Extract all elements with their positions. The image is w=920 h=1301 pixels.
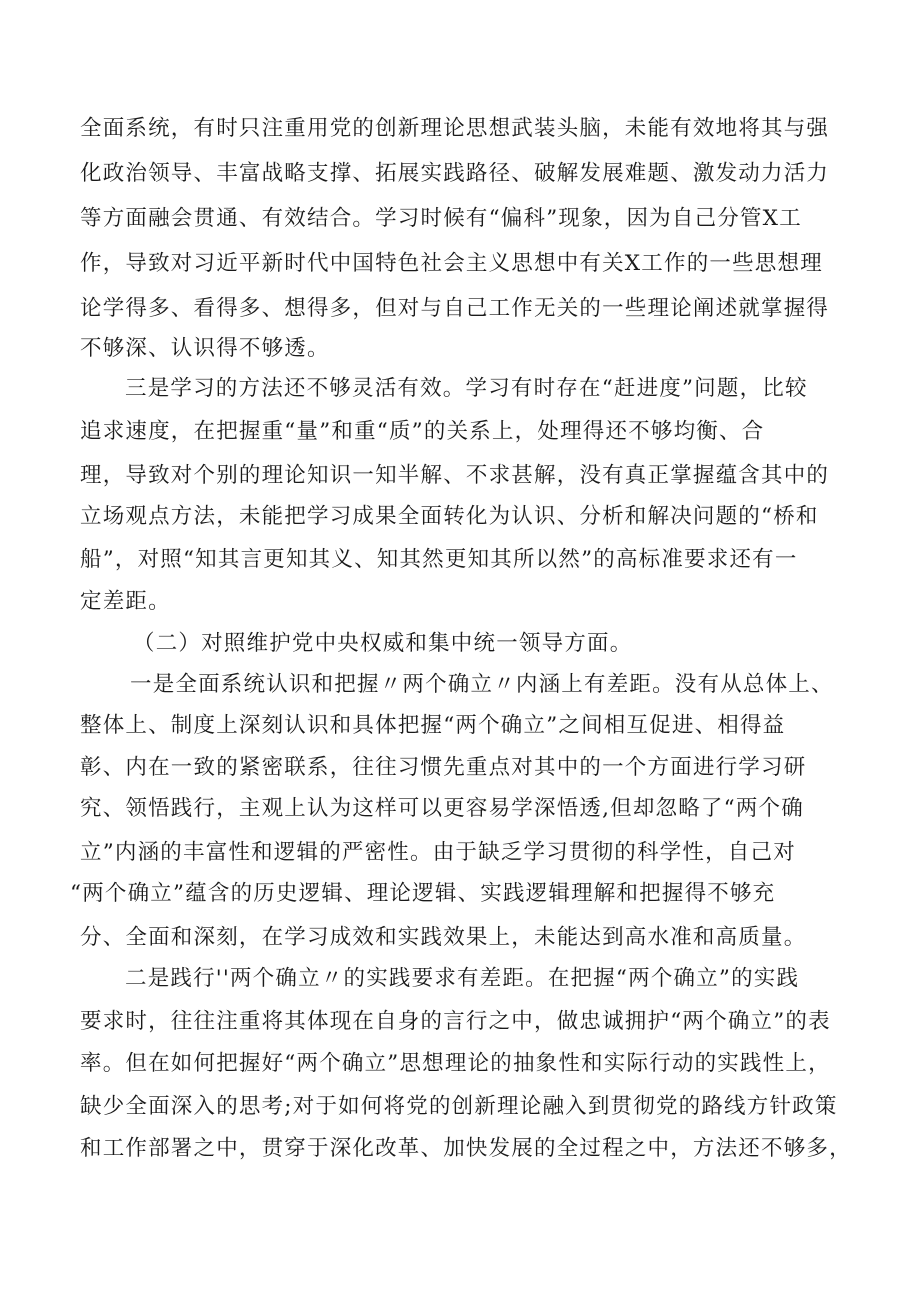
- paragraph-4-line-4: 缺少全面深入的思考;对于如何将党的创新理论融入到贯彻党的路线方针政策: [80, 1094, 838, 1119]
- paragraph-2-line-3: 理，导致对个别的理论知识一知半解、不求甚解，没有真正掌握蕴含其中的: [80, 463, 830, 488]
- paragraph-3-line-3: 彰、内在一致的紧密联系，往往习惯先重点对其中的一个方面进行学习研: [80, 755, 807, 780]
- paragraph-4-line-3: 率。但在如何把握好“两个确立”思想理论的抽象性和实际行动的实践性上，: [80, 1051, 831, 1076]
- paragraph-1-line-5: 论学得多、看得多、想得多，但对与自己工作无关的一些理论阐述就掌握得: [80, 296, 830, 321]
- paragraph-1-line-4: 作，导致对习近平新时代中国特色社会主义思想中有关X工作的一些思想理: [80, 251, 823, 276]
- paragraph-2-line-5: 船”，对照“知其言更知其义、知其然更知其所以然”的高标准要求还有一: [80, 547, 798, 572]
- paragraph-2-line-2: 追求速度，在把握重“量”和重“质”的关系上，处理得还不够均衡、合: [80, 419, 765, 444]
- paragraph-4-line-2: 要求时，往往注重将其体现在自身的言行之中，做忠诚拥护“两个确立”的表: [80, 1009, 831, 1034]
- paragraph-4-line-5: 和工作部署之中，贯穿于深化改革、加快发展的全过程之中，方法还不够多，: [80, 1136, 852, 1161]
- paragraph-1-line-3: 等方面融会贯通、有效结合。学习时候有“偏科”现象，因为自己分管X工: [80, 206, 802, 231]
- paragraph-3-line-1: 一是全面系统认识和把握〃两个确立〃内涵上有差距。没有从总体上、: [130, 672, 834, 697]
- section-heading: （二）对照维护党中央权威和集中统一领导方面。: [133, 631, 633, 656]
- paragraph-3-line-5: 立”内涵的丰富性和逻辑的严密性。由于缺乏学习贯彻的科学性，自己对: [80, 840, 796, 865]
- paragraph-1-line-6: 不够深、认识得不够透。: [80, 336, 330, 361]
- paragraph-2-line-1: 三是学习的方法还不够灵活有效。学习有时存在“赶进度”问题，比较: [125, 376, 808, 401]
- paragraph-4-line-1: 二是践行''两个确立〃的实践要求有差距。在把握“两个确立”的实践: [125, 966, 800, 991]
- paragraph-2-line-6: 定差距。: [80, 589, 171, 614]
- paragraph-3-line-4: 究、领悟践行，主观上认为这样可以更容易学深悟透,但却忽略了“两个确: [80, 796, 804, 821]
- paragraph-2-line-4: 立场观点方法，未能把学习成果全面转化为认识、分析和解决问题的“桥和: [80, 504, 819, 529]
- paragraph-3-line-7: 分、全面和深刻，在学习成效和实践效果上，未能达到高水准和高质量。: [80, 925, 807, 950]
- paragraph-1-line-1: 全面系统，有时只注重用党的创新理论思想武装头脑，未能有效地将其与强: [80, 116, 830, 141]
- paragraph-1-line-2: 化政治领导、丰富战略支撑、拓展实践路径、破解发展难题、激发动力活力: [80, 161, 830, 186]
- paragraph-3-line-6: “两个确立”蕴含的历史逻辑、理论逻辑、实践逻辑理解和把握得不够充: [70, 881, 776, 906]
- paragraph-3-line-2: 整体上、制度上深刻认识和具体把握“两个确立”之间相互促进、相得益: [80, 713, 786, 738]
